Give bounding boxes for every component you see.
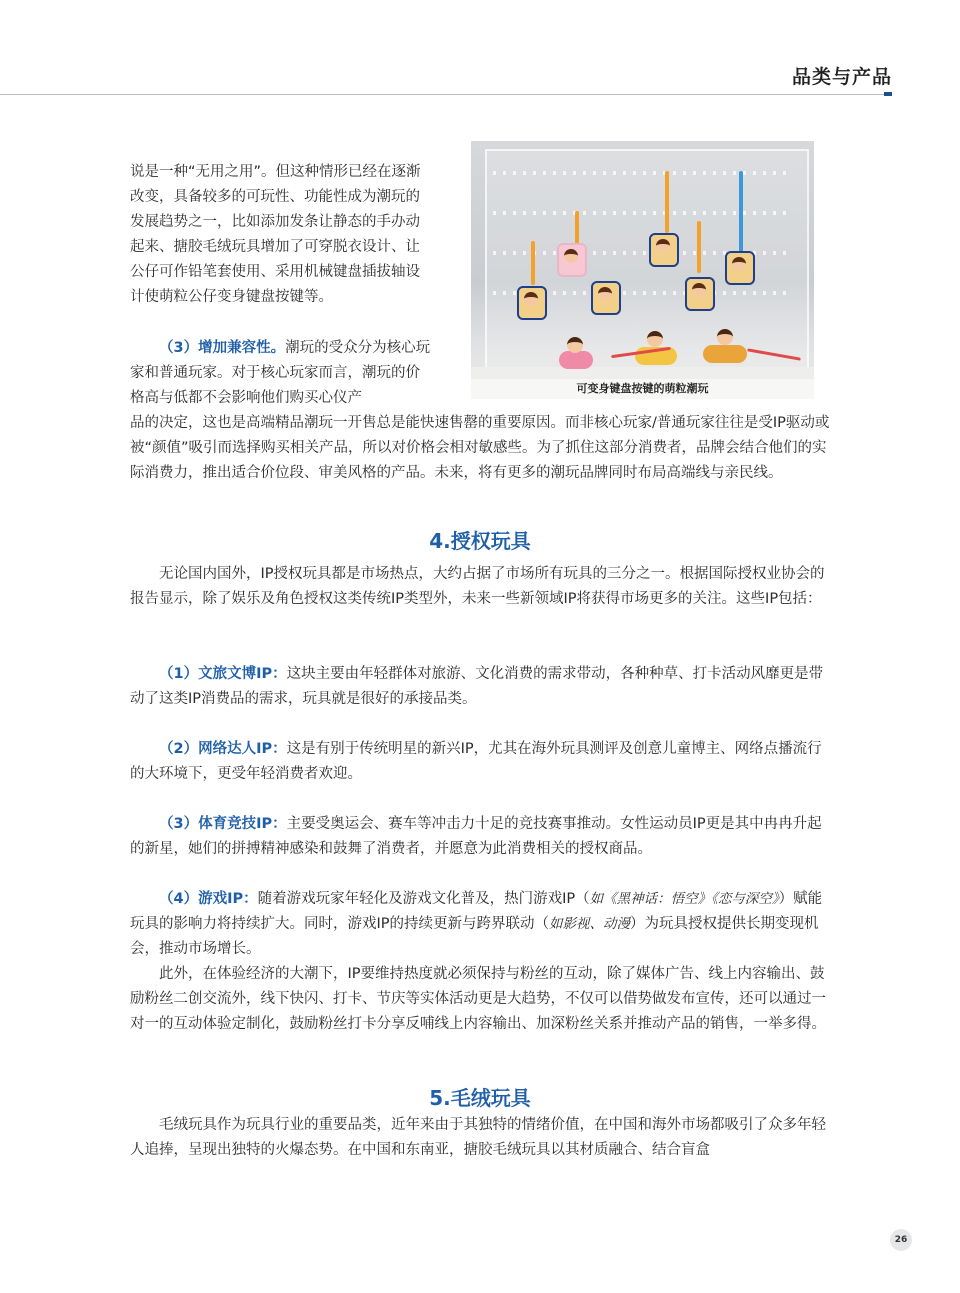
compatibility-heading: （3）增加兼容性。: [159, 340, 286, 356]
intro-paragraph-1: 说是一种“无用之用”。但这种情形已经在逐渐改变，具备较多的可玩性、功能性成为潮玩的发展趋势之一，比如添加发条让静态的手办动起来、搪胶毛绒玩具增加了可穿脱衣设计、让公仔可作铅笔套使用、采用机械键盘插拔轴设计使萌粒公仔变身键盘按键等。: [130, 164, 421, 305]
product-photo: [471, 141, 814, 399]
page-header-title: 品类与产品: [791, 66, 892, 88]
ip-item-lead: （4）游戏IP：: [159, 891, 258, 907]
plush-toys-intro: 毛绒玩具作为玩具行业的重要品类，近年来由于其独特的情绪价值，在中国和海外市场都吸引了众多年轻人追捧，呈现出独特的火爆态势。在中国和东南亚，搪胶毛绒玩具以其材质融合、结合盲盒: [130, 1117, 826, 1158]
ip-item-text: 主要受奥运会、赛车等冲击力十足的竞技赛事推动。女性运动员IP更是其中冉冉升起的新星，她们的拼搏精神感染和鼓舞了消费者，并愿意为此消费相关的授权商品。: [130, 816, 822, 857]
licensed-toys-intro: 无论国内国外，IP授权玩具都是市场热点，大约占据了市场所有玩具的三分之一。根据国际授权业协会的报告显示，除了娱乐及角色授权这类传统IP类型外，未来一些新领域IP将获得市场更多的关注。这些IP包括：: [130, 566, 825, 607]
keycap-toy: [591, 281, 621, 315]
games-text-3: ）为玩具授权提供长期变现机会，推动市场增长。: [130, 916, 819, 957]
section-title-plush-toys: 5.毛绒玩具: [429, 1086, 531, 1110]
ip-item-culture-tourism: [130, 662, 832, 712]
bumper-car-toy: [559, 351, 593, 369]
keycap-toy-pink: [557, 243, 587, 277]
keycap-toy: [649, 233, 679, 267]
case-hole-row: [493, 211, 793, 215]
keycap-toy: [517, 286, 547, 320]
lanyard-blue: [739, 171, 743, 253]
section-title-licensed-toys: 4.授权玩具: [429, 529, 531, 553]
ip-item-text: 这是有别于传统明星的新兴IP，尤其在海外玩具测评及创意儿童博主、网络点播流行的大环境下，更受年轻消费者欢迎。: [130, 741, 822, 782]
ip-item-games: [130, 887, 832, 962]
page-number: 26: [890, 1229, 912, 1251]
compatibility-text-top: 潮玩的受众分为核心玩家和普通玩家。对于核心玩家而言，潮玩的价格高与低都不会影响他们购买心仪产: [130, 340, 431, 406]
bumper-car-toy: [703, 345, 747, 363]
ip-item-sports: [130, 812, 832, 862]
ip-item-text: 这块主要由年轻群体对旅游、文化消费的需求带动，各种种草、打卡活动风靡更是带动了这类IP消费品的需求，玩具就是很好的承接品类。: [130, 666, 824, 707]
lanyard-orange: [575, 211, 579, 245]
games-examples: 如《黑神话：悟空》《恋与深空》: [589, 891, 779, 907]
toy-figure-head: [567, 337, 583, 353]
intro-paragraph-2-top: [130, 336, 432, 411]
ip-item-lead: （3）体育竞技IP：: [159, 816, 287, 832]
lanyard-orange: [665, 171, 669, 233]
case-hole-row: [493, 171, 793, 175]
licensed-toys-closing: 此外，在体验经济的大潮下，IP要维持热度就必须保持与粉丝的互动，除了媒体广告、线上内容输出、鼓励粉丝二创交流外，线下快闪、打卡、节庆等实体活动更是大趋势，不仅可以借势做发布宣传，还可以通过一对一的互动体验定制化，鼓励粉丝打卡分享反哺线上内容输出、加深粉丝关系并推动产品的销售，一举多得。: [130, 966, 826, 1032]
header-divider: [0, 94, 892, 95]
header-accent-mark: [884, 92, 892, 96]
lanyard-orange: [531, 241, 535, 285]
keycap-toy: [725, 251, 755, 285]
games-text-1: 随着游戏玩家年轻化及游戏文化普及，热门游戏IP（: [257, 891, 590, 907]
toy-figure-head: [717, 329, 733, 345]
games-crossover-examples: 如影视、动漫: [549, 916, 631, 932]
games-text-2: ）赋能玩具的影响力将持续扩大。同时，游戏IP的持续更新与跨界联动（: [130, 891, 823, 932]
ip-item-influencer: [130, 737, 832, 787]
keycap-toy: [685, 277, 715, 311]
toy-figure-head: [647, 331, 663, 347]
intro-paragraph-2-bottom: 品的决定，这也是高端精品潮玩一开售总是能快速售罄的重要原因。而非核心玩家/普通玩家往往是受IP驱动或被“颜值”吸引而选择购买相关产品，所以对价格会相对敏感些。为了抓住这部分消费者，品牌会结合他们的实际消费力，推出适合价位段、审美风格的产品。未来，将有更多的潮玩品牌同时布局高端线与亲民线。: [130, 415, 830, 481]
ip-item-lead: （1）文旅文博IP：: [159, 666, 287, 682]
photo-caption: 可变身键盘按键的萌粒潮玩: [471, 379, 814, 399]
ip-item-lead: （2）网络达人IP：: [159, 741, 287, 757]
lanyard-orange: [697, 221, 701, 273]
